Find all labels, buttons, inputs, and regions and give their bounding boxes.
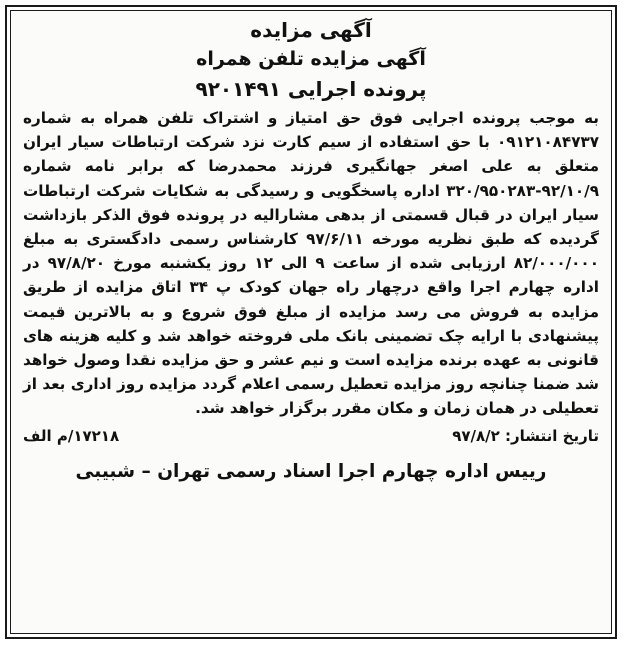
case-number: پرونده اجرایی ۹۲۰۱۴۹۱	[195, 77, 427, 101]
notice-title: آگهی مزایده	[250, 18, 372, 42]
publish-date: تاریخ انتشار: ۹۷/۸/۲	[452, 426, 599, 445]
signature-line: رییس اداره چهارم اجرا اسناد رسمی تهران – شبیبی	[75, 460, 547, 482]
notice-body: به موجب پرونده اجرایی فوق حق امتیاز و اشتراک تلفن همراه به شماره ۰۹۱۲۱۰۸۴۷۳۷ با حق استفاده از سیم کارت نزد شرکت ارتباطات سیار ایران متعلق به علی اصغر جهانگیری فرزند محمدرضا که برابر نامه شماره ۹۲/۱۰/۹-۳۲۰/۹۵۰۲۸۳ اداره پاسخگویی و رسیدگی به شکایات شرکت ارتباطات سیار ایران در قبال قسمتی از بدهی مشارالیه در پرونده فوق الذکر بازداشت گردیده که طبق نظریه مورخه ۹۷/۶/۱۱ کارشناس رسمی دادگستری به مبلغ ۸۲/۰۰۰/۰۰۰ ارزیابی شده از ساعت ۹ الی ۱۲ روز یکشنبه مورخ ۹۷/۸/۲۰ در اداره چهارم اجرا واقع درچهار راه جهان کودک پ ۳۴ اتاق مزایده از طریق مزایده به فروش می رسد مزایده از مبلغ فوق شروع و به بالاترین قیمت پیشنهادی با ارایه چک تضمینی بانک ملی فروخته خواهد شد و کلیه هزینه های قانونی به عهده برنده مزایده است و نیم عشر و حق مزایده نقدا وصول خواهد شد ضمنا چنانچه روز مزایده تعطیل رسمی اعلام گردد مزایده روز اداری بعد از تعطیلی در همان زمان و مکان مقرر برگزار خواهد شد.	[23, 109, 599, 418]
notice-subtitle: آگهی مزایده تلفن همراه	[196, 48, 426, 70]
reference-code: ۱۷۲۱۸/م الف	[23, 426, 120, 445]
notice-header	[7, 7, 615, 104]
auction-notice	[5, 5, 617, 639]
publication-line	[23, 423, 599, 449]
